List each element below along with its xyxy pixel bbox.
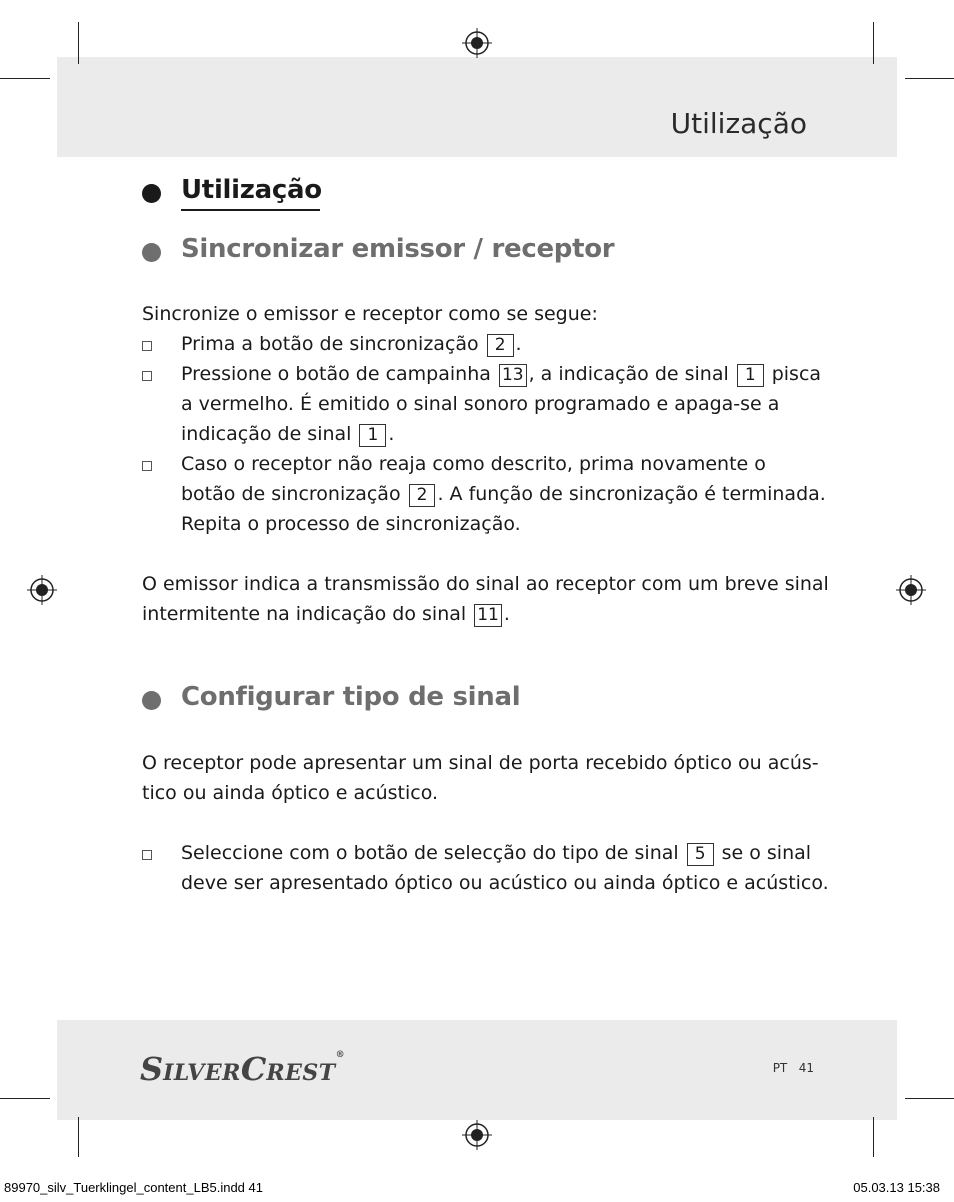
ref-number: 5 <box>687 843 714 866</box>
section-bullet-icon <box>142 184 161 203</box>
sync-step-1: Prima a botão de sincronização 2 . <box>181 333 522 355</box>
signal-para-line-2: tico ou ainda óptico e acústico. <box>142 782 439 804</box>
page-number: PT 41 <box>772 1061 814 1075</box>
list-bullet-icon <box>142 341 152 351</box>
page-header-title: Utilização <box>670 107 807 140</box>
subsection-bullet-icon <box>142 243 161 262</box>
registration-mark-icon <box>896 575 926 605</box>
sync-step-3-line-3: Repita o processo de sincronização. <box>181 513 521 535</box>
subsection-bullet-icon <box>142 691 161 710</box>
ref-number: 2 <box>487 334 514 357</box>
section-title-underline <box>181 209 320 211</box>
list-bullet-icon <box>142 461 152 471</box>
sync-step-3-line-1: Caso o receptor não reaja como descrito, prima novamente o <box>181 453 766 475</box>
ref-number: 1 <box>359 424 386 447</box>
slug-filename: 89970_silv_Tuerklingel_content_LB5.indd 41 <box>4 1180 263 1195</box>
signal-para-line-1: O receptor pode apresentar um sinal de porta recebido óptico ou acús- <box>142 752 819 774</box>
sync-title: Sincronizar emissor / receptor <box>181 234 615 264</box>
signal-title: Configurar tipo de sinal <box>181 682 521 712</box>
slug-date: 05.03.13 15:38 <box>853 1180 940 1195</box>
signal-step-line-1: Seleccione com o botão de selecção do tipo de sinal 5 se o sinal <box>181 842 812 864</box>
sync-note-line-1: O emissor indica a transmissão do sinal ao receptor com um breve sinal <box>142 573 829 595</box>
list-bullet-icon <box>142 371 152 381</box>
registration-mark-icon <box>462 1120 492 1150</box>
silvercrest-logo: SILVERCREST® <box>140 1050 345 1088</box>
section-title: Utilização <box>181 175 322 205</box>
registration-mark-icon <box>462 28 492 58</box>
ref-number: 1 <box>737 364 764 387</box>
registration-mark-icon <box>27 575 57 605</box>
sync-step-2-line-3: indicação de sinal 1 . <box>181 423 395 445</box>
ref-number: 2 <box>409 484 436 507</box>
language-code: PT <box>772 1061 788 1075</box>
sync-intro: Sincronize o emissor e receptor como se segue: <box>142 303 598 325</box>
sync-step-2-line-2: a vermelho. É emitido o sinal sonoro programado e apaga-se a <box>181 393 780 415</box>
sync-note-line-2: intermitente na indicação do sinal 11 . <box>142 603 510 625</box>
ref-number: 11 <box>474 604 502 627</box>
list-bullet-icon <box>142 850 152 860</box>
sync-step-3-line-2: botão de sincronização 2 . A função de sincronização é terminada. <box>181 483 826 505</box>
sync-step-2-line-1: Pressione o botão de campainha 13 , a indicação de sinal 1 pisca <box>181 363 822 385</box>
signal-step-line-2: deve ser apresentado óptico ou acústico ou ainda óptico e acústico. <box>181 872 829 894</box>
ref-number: 13 <box>499 364 527 387</box>
